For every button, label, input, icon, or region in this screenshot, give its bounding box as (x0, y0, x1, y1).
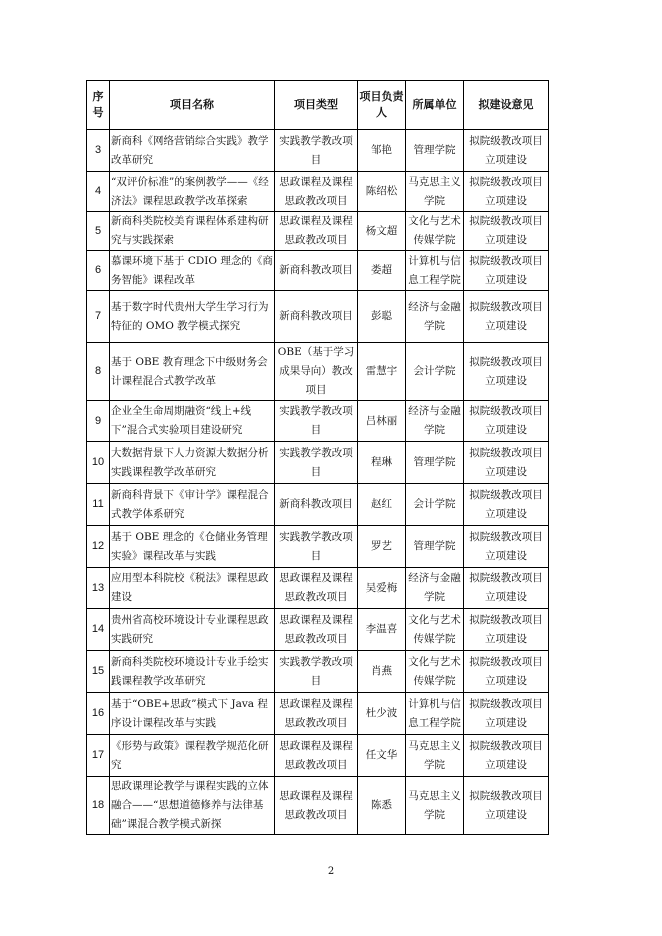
cell-name: 企业全生命周期融资“线上+线下”混合式实验项目建设研究 (110, 401, 275, 442)
cell-name: 《形势与政策》课程教学规范化研究 (110, 735, 275, 777)
cell-unit: 马克思主义学院 (406, 777, 464, 835)
cell-seq: 4 (87, 172, 110, 212)
cell-opinion: 拟院级教改项目立项建设 (464, 343, 549, 401)
cell-seq: 17 (87, 735, 110, 777)
header-opinion: 拟建设意见 (464, 81, 549, 130)
header-type: 项目类型 (275, 81, 358, 130)
table-row (87, 291, 549, 343)
cell-unit: 文化与艺术传媒学院 (406, 609, 464, 651)
table-row (87, 693, 549, 735)
cell-name: 基于“OBE+思政”模式下 Java 程序设计课程改革与实践 (110, 693, 275, 735)
cell-leader: 罗艺 (358, 526, 406, 568)
cell-name: 基于 OBE 教育理念下中级财务会计课程混合式教学改革 (110, 343, 275, 401)
cell-leader: 任文华 (358, 735, 406, 777)
table-row (87, 401, 549, 442)
cell-name: 新商科类院校美育课程体系建构研究与实践探索 (110, 212, 275, 251)
cell-seq: 9 (87, 401, 110, 442)
header-name: 项目名称 (110, 81, 275, 130)
cell-type: 新商科教改项目 (275, 484, 358, 526)
table-row (87, 777, 549, 835)
table-row (87, 735, 549, 777)
cell-opinion: 拟院级教改项目立项建设 (464, 401, 549, 442)
cell-unit: 会计学院 (406, 343, 464, 401)
cell-unit: 文化与艺术传媒学院 (406, 212, 464, 251)
cell-unit: 计算机与信息工程学院 (406, 693, 464, 735)
cell-leader: 肖燕 (358, 651, 406, 693)
table-row (87, 172, 549, 212)
cell-type: 实践教学教改项目 (275, 442, 358, 484)
cell-unit: 马克思主义学院 (406, 735, 464, 777)
cell-type: 新商科教改项目 (275, 251, 358, 291)
table-row (87, 212, 549, 251)
cell-seq: 18 (87, 777, 110, 835)
cell-seq: 10 (87, 442, 110, 484)
cell-seq: 6 (87, 251, 110, 291)
cell-type: 思政课程及课程思政教改项目 (275, 693, 358, 735)
cell-seq: 11 (87, 484, 110, 526)
project-table (86, 80, 549, 835)
cell-leader: 邹艳 (358, 130, 406, 172)
cell-leader: 程琳 (358, 442, 406, 484)
cell-opinion: 拟院级教改项目立项建设 (464, 609, 549, 651)
cell-unit: 经济与金融学院 (406, 291, 464, 343)
cell-seq: 7 (87, 291, 110, 343)
cell-seq: 12 (87, 526, 110, 568)
cell-seq: 13 (87, 568, 110, 609)
cell-type: OBE（基于学习成果导向）教改项目 (275, 343, 358, 401)
cell-unit: 计算机与信息工程学院 (406, 251, 464, 291)
cell-name: 基于数字时代贵州大学生学习行为特征的 OMO 教学模式探究 (110, 291, 275, 343)
cell-type: 实践教学教改项目 (275, 526, 358, 568)
cell-leader: 赵红 (358, 484, 406, 526)
cell-opinion: 拟院级教改项目立项建设 (464, 693, 549, 735)
header-unit: 所属单位 (406, 81, 464, 130)
cell-type: 实践教学教改项目 (275, 401, 358, 442)
table-row (87, 568, 549, 609)
cell-type: 思政课程及课程思政教改项目 (275, 172, 358, 212)
cell-type: 实践教学教改项目 (275, 130, 358, 172)
cell-seq: 5 (87, 212, 110, 251)
table-row (87, 484, 549, 526)
cell-leader: 吴爱梅 (358, 568, 406, 609)
cell-unit: 文化与艺术传媒学院 (406, 651, 464, 693)
cell-name: 大数据背景下人力资源大数据分析实践课程教学改革研究 (110, 442, 275, 484)
cell-opinion: 拟院级教改项目立项建设 (464, 130, 549, 172)
cell-name: 应用型本科院校《税法》课程思政建设 (110, 568, 275, 609)
cell-seq: 8 (87, 343, 110, 401)
cell-name: 贵州省高校环境设计专业课程思政实践研究 (110, 609, 275, 651)
cell-unit: 经济与金融学院 (406, 401, 464, 442)
cell-opinion: 拟院级教改项目立项建设 (464, 212, 549, 251)
table-row (87, 130, 549, 172)
cell-opinion: 拟院级教改项目立项建设 (464, 777, 549, 835)
cell-opinion: 拟院级教改项目立项建设 (464, 651, 549, 693)
cell-leader: 李温喜 (358, 609, 406, 651)
cell-name: 新商科背景下《审计学》课程混合式教学体系研究 (110, 484, 275, 526)
header-seq: 序号 (87, 81, 110, 130)
table-row (87, 251, 549, 291)
page-number: 2 (327, 866, 335, 877)
cell-opinion: 拟院级教改项目立项建设 (464, 484, 549, 526)
cell-unit: 管理学院 (406, 130, 464, 172)
cell-unit: 经济与金融学院 (406, 568, 464, 609)
cell-unit: 马克思主义学院 (406, 172, 464, 212)
cell-leader: 陈绍松 (358, 172, 406, 212)
table-header-row (87, 81, 549, 130)
cell-type: 思政课程及课程思政教改项目 (275, 568, 358, 609)
cell-type: 思政课程及课程思政教改项目 (275, 735, 358, 777)
cell-leader: 陈悉 (358, 777, 406, 835)
table-row (87, 442, 549, 484)
cell-name: 新商科类院校环境设计专业手绘实践课程教学改革研究 (110, 651, 275, 693)
cell-leader: 杜少波 (358, 693, 406, 735)
cell-type: 思政课程及课程思政教改项目 (275, 609, 358, 651)
cell-unit: 管理学院 (406, 526, 464, 568)
cell-name: “双评价标准”的案例教学——《经济法》课程思政教学改革探索 (110, 172, 275, 212)
cell-name: 基于 OBE 理念的《仓储业务管理实验》课程改革与实践 (110, 526, 275, 568)
cell-opinion: 拟院级教改项目立项建设 (464, 526, 549, 568)
cell-name: 慕课环境下基于 CDIO 理念的《商务智能》课程改革 (110, 251, 275, 291)
table-row (87, 651, 549, 693)
cell-opinion: 拟院级教改项目立项建设 (464, 442, 549, 484)
cell-leader: 吕林丽 (358, 401, 406, 442)
cell-seq: 15 (87, 651, 110, 693)
cell-type: 思政课程及课程思政教改项目 (275, 212, 358, 251)
cell-type: 思政课程及课程思政教改项目 (275, 777, 358, 835)
cell-seq: 3 (87, 130, 110, 172)
cell-type: 实践教学教改项目 (275, 651, 358, 693)
cell-name: 新商科《网络营销综合实践》教学改革研究 (110, 130, 275, 172)
cell-opinion: 拟院级教改项目立项建设 (464, 291, 549, 343)
header-leader: 项目负责人 (358, 81, 406, 130)
cell-leader: 杨文超 (358, 212, 406, 251)
cell-seq: 16 (87, 693, 110, 735)
cell-leader: 彭聪 (358, 291, 406, 343)
cell-type: 新商科教改项目 (275, 291, 358, 343)
cell-name: 思政课理论教学与课程实践的立体融合——“思想道德修养与法律基础”课混合教学模式新探 (110, 777, 275, 835)
cell-opinion: 拟院级教改项目立项建设 (464, 251, 549, 291)
table-row (87, 609, 549, 651)
cell-seq: 14 (87, 609, 110, 651)
table-row (87, 526, 549, 568)
cell-opinion: 拟院级教改项目立项建设 (464, 735, 549, 777)
cell-unit: 会计学院 (406, 484, 464, 526)
cell-opinion: 拟院级教改项目立项建设 (464, 172, 549, 212)
cell-leader: 娄超 (358, 251, 406, 291)
table-row (87, 343, 549, 401)
cell-leader: 雷慧宇 (358, 343, 406, 401)
cell-unit: 管理学院 (406, 442, 464, 484)
cell-opinion: 拟院级教改项目立项建设 (464, 568, 549, 609)
